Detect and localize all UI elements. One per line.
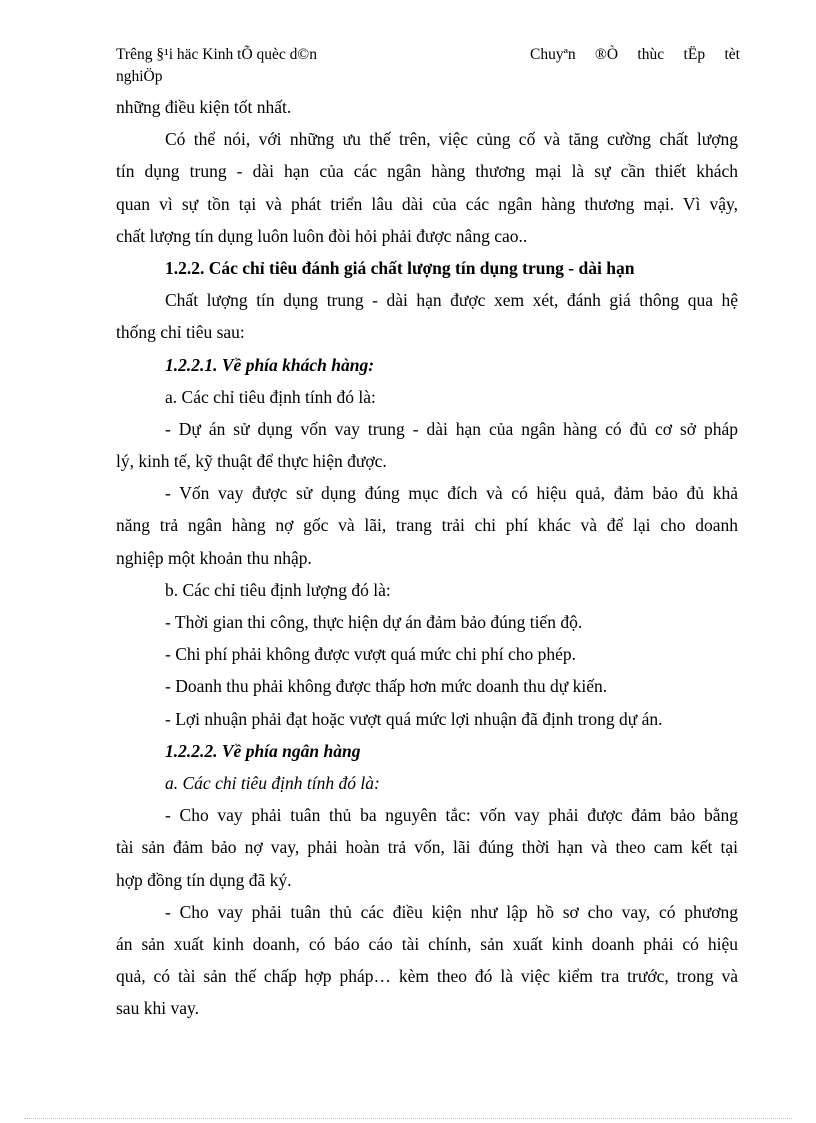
- subsection-heading: 1.2.2.2. Về phía ngân hàng: [165, 740, 361, 761]
- text-line: tài sản đảm bảo nợ vay, phải hoàn trả vốn, lãi đúng thời hạn và theo cam kết tại: [116, 837, 738, 858]
- text-line: b. Các chỉ tiêu định lượng đó là:: [165, 579, 391, 600]
- italic-line: a. Các chỉ tiêu định tính đó là:: [165, 772, 380, 793]
- text-line: - Lợi nhuận phải đạt hoặc vượt quá mức lợi nhuận đã định trong dự án.: [165, 708, 663, 729]
- text-line: - Chi phí phải không được vượt quá mức chi phí cho phép.: [165, 644, 576, 665]
- text-line: - Dự án sử dụng vốn vay trung - dài hạn của ngân hàng có đủ cơ sở pháp: [165, 418, 738, 439]
- text-line: quả, có tài sản thế chấp hợp pháp… kèm theo đó là việc kiểm tra trước, trong và: [116, 966, 738, 987]
- text-line: chất lượng tín dụng luôn luôn đòi hỏi phải được nâng cao..: [116, 225, 528, 246]
- header-left-line1: Trêng §¹i häc Kinh tÕ quèc d©n: [116, 46, 317, 63]
- text-line: - Thời gian thi công, thực hiện dự án đảm bảo đúng tiến độ.: [165, 612, 583, 632]
- text-line: án sản xuất kinh doanh, có báo cáo tài chính, sản xuất kinh doanh phải có hiệu: [116, 933, 738, 954]
- text-line: sau khi vay.: [116, 998, 199, 1019]
- header-left: [116, 44, 376, 88]
- text-line: nghiệp một khoản thu nhập.: [116, 547, 312, 568]
- text-line: - Vốn vay được sử dụng đúng mục đích và có hiệu quả, đảm bảo đủ khả: [165, 483, 738, 504]
- header-left-line2: nghiÖp: [116, 68, 163, 85]
- header-right: Chuyªn ®Ò thùc tËp tèt: [530, 46, 740, 63]
- text-line: - Cho vay phải tuân thủ ba nguyên tắc: vốn vay phải được đảm bảo bằng: [165, 805, 738, 826]
- text-line: những điều kiện tốt nhất.: [116, 97, 292, 117]
- text-line: lý, kinh tế, kỹ thuật để thực hiện được.: [116, 451, 387, 472]
- text-line: thống chỉ tiêu sau:: [116, 322, 245, 343]
- text-line: - Cho vay phải tuân thủ các điều kiện như lập hồ sơ cho vay, có phương: [165, 901, 738, 922]
- page-bottom-rule: [24, 1118, 792, 1119]
- text-line: tín dụng trung - dài hạn của các ngân hàng thương mại là sự cần thiết khách: [116, 161, 738, 182]
- text-line: quan vì sự tồn tại và phát triển lâu dài của các ngân hàng thương mại. Vì vậy,: [116, 193, 738, 214]
- text-line: hợp đồng tín dụng đã ký.: [116, 869, 292, 890]
- subsection-heading: 1.2.2.1. Về phía khách hàng:: [165, 354, 375, 375]
- text-line: Có thể nói, với những ưu thế trên, việc củng cố và tăng cường chất lượng: [165, 129, 738, 150]
- text-line: a. Các chỉ tiêu định tính đó là:: [165, 386, 376, 407]
- section-heading: 1.2.2. Các chỉ tiêu đánh giá chất lượng tín dụng trung - dài hạn: [165, 257, 635, 278]
- text-line: Chất lượng tín dụng trung - dài hạn được xem xét, đánh giá thông qua hệ: [165, 290, 738, 311]
- document-body: [116, 93, 738, 1026]
- text-line: năng trả ngân hàng nợ gốc và lãi, trang trải chi phí khác và để lại cho doanh: [116, 515, 738, 536]
- text-line: - Doanh thu phải không được thấp hơn mức doanh thu dự kiến.: [165, 676, 608, 697]
